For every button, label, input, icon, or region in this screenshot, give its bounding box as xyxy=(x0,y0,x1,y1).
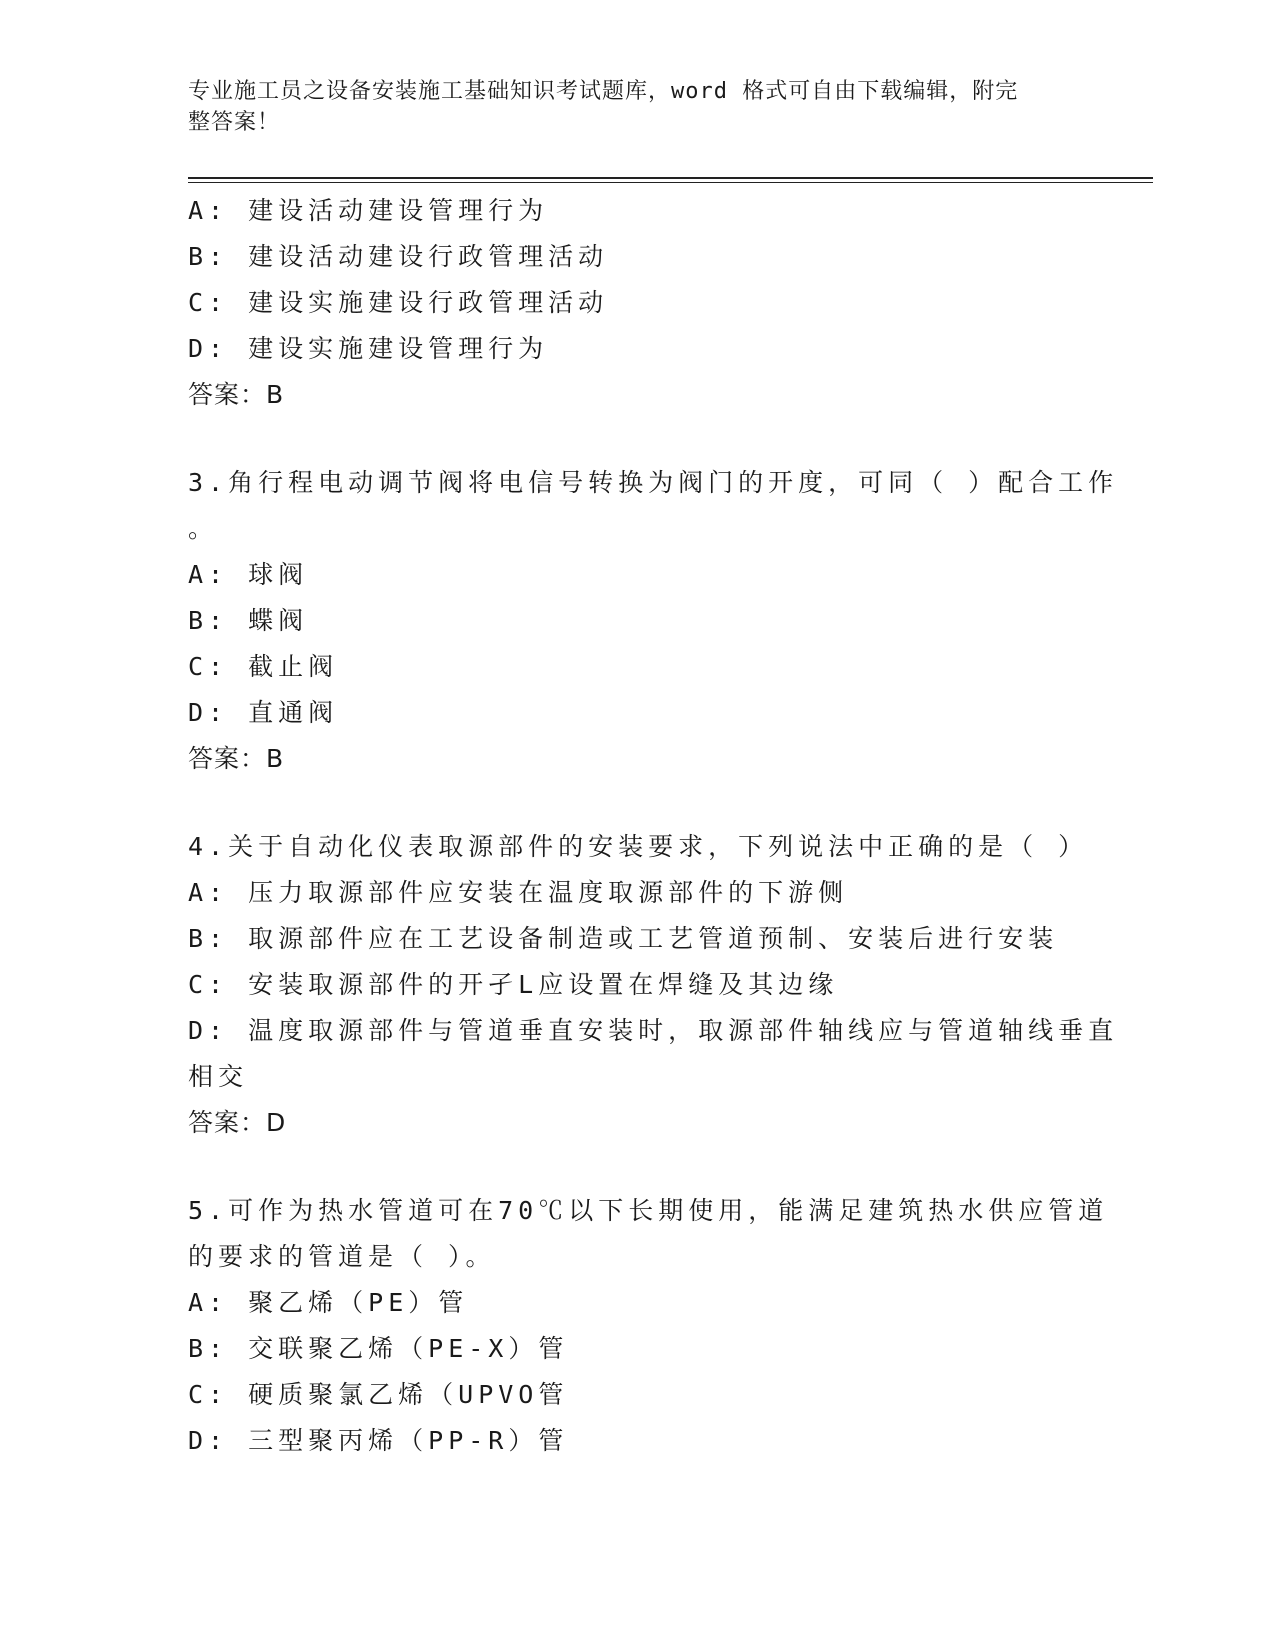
option-d: D: 直通阀 xyxy=(188,698,339,727)
spacer xyxy=(188,1146,1088,1188)
question-stem-continued: 。 xyxy=(188,514,219,543)
option-b: B: 蝶阀 xyxy=(188,606,309,635)
question-4 xyxy=(188,824,1119,1146)
answer-label: 答案：D xyxy=(188,1108,287,1137)
option-d: D: 温度取源部件与管道垂直安装时，取源部件轴线应与管道轴线垂直 xyxy=(188,1016,1119,1045)
question-stem: 4.关于自动化仪表取源部件的安装要求，下列说法中正确的是（ ） xyxy=(188,832,1089,861)
option-a: A: 建设活动建设管理行为 xyxy=(188,196,549,225)
page-header xyxy=(188,76,1068,138)
question-content xyxy=(188,188,1119,1464)
option-d-continued: 相交 xyxy=(188,1062,249,1091)
question-stem: 5.可作为热水管道可在70℃以下长期使用，能满足建筑热水供应管道 xyxy=(188,1196,1109,1225)
header-title-line-1: 专业施工员之设备安装施工基础知识考试题库，word 格式可自由下载编辑，附完 xyxy=(188,79,1019,104)
header-divider-thick xyxy=(188,177,1153,179)
option-d: D: 建设实施建设管理行为 xyxy=(188,334,549,363)
question-stem-continued: 的要求的管道是（ ）。 xyxy=(188,1242,496,1271)
answer-label: 答案：B xyxy=(188,744,285,773)
option-c: C: 安装取源部件的开孑L应设置在焊缝及其边缘 xyxy=(188,970,839,999)
header-divider-thin xyxy=(188,182,1153,183)
option-a: A: 球阀 xyxy=(188,560,309,589)
question-3 xyxy=(188,460,1119,782)
spacer xyxy=(188,782,1088,824)
option-d: D: 三型聚丙烯（PP-R）管 xyxy=(188,1426,569,1455)
option-c: C: 截止阀 xyxy=(188,652,339,681)
option-b: B: 交联聚乙烯（PE-X）管 xyxy=(188,1334,569,1363)
option-a: A: 聚乙烯（PE）管 xyxy=(188,1288,469,1317)
spacer xyxy=(188,418,1088,460)
question-stem: 3.角行程电动调节阀将电信号转换为阀门的开度，可同（ ）配合工作 xyxy=(188,468,1119,497)
option-c: C: 建设实施建设行政管理活动 xyxy=(188,288,609,317)
question-2 xyxy=(188,188,1088,418)
option-b: B: 建设活动建设行政管理活动 xyxy=(188,242,609,271)
answer-label: 答案：B xyxy=(188,380,285,409)
question-5 xyxy=(188,1188,1109,1464)
option-a: A: 压力取源部件应安装在温度取源部件的下游侧 xyxy=(188,878,849,907)
header-title-line-2: 整答案！ xyxy=(188,110,281,135)
option-c: C: 硬质聚氯乙烯（UPVO管 xyxy=(188,1380,569,1409)
option-b: B: 取源部件应在工艺设备制造或工艺管道预制、安装后进行安装 xyxy=(188,924,1059,953)
